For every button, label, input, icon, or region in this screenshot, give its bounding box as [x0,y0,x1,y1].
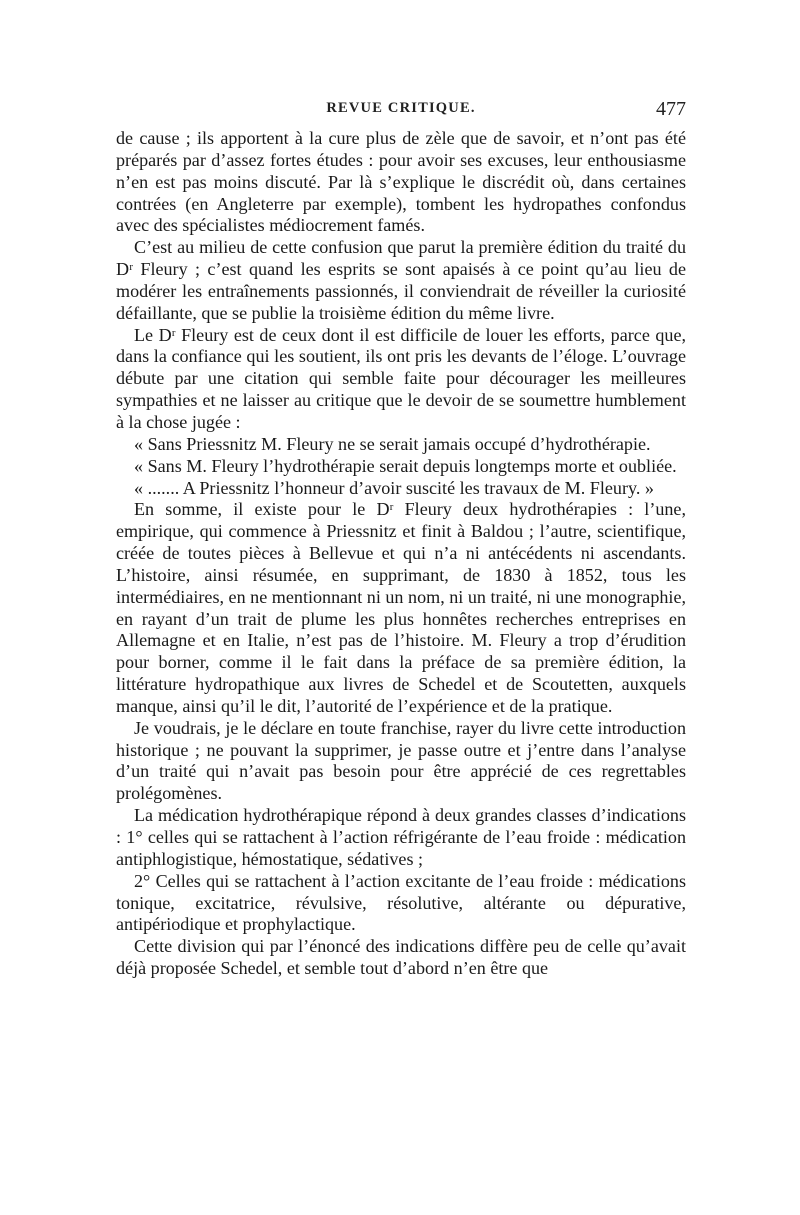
quote-1: « Sans Priessnitz M. Fleury ne se serait jamais occupé d’hydrothérapie. [134,433,651,454]
quote-3: « ....... A Priessnitz l’honneur d’avoir suscité les travaux de M. Fleury. » [134,477,654,498]
running-head [116,98,686,122]
paragraph-4: En somme, il existe pour le Dʳ Fleury deux hydrothérapies : l’une, empirique, qui commence à Priessnitz et finit à Baldou ; l’autre, scientifique, créée de toutes pièces à Bellevue et qui n’a ni antécédents ni ascendants. L’histoire, ainsi résumée, en supprimant, de 1830 à 1852, tous les intermédiaires, en ne mentionnant ni un nom, ni un traité, ni une monographie, en rayant d’un trait de plume les plus honnêtes recherches entreprises en Allemagne et en Italie, n’est pas de l’histoire. M. Fleury a trop d’érudition pour borner, comme il le fait dans la préface de sa première édition, la littérature hydropathique aux livres de Schedel et de Scoutetten, auxquels manque, ainsi qu’il le dit, l’autorité de l’expérience et de la pratique. [116,499,686,716]
paragraph-6: La médication hydrothérapique répond à deux grandes classes d’indications : 1° celles qui se rattachent à l’action réfrigérante de l’eau froide : médication antiphlogistique, hémostatique, sédatives ; [116,805,686,869]
body-text [116,128,686,980]
paragraph-8: Cette division qui par l’énoncé des indications diffère peu de celle qu’avait déjà proposée Schedel, et semble tout d’abord n’en être que [116,936,686,979]
paragraph-5: Je voudrais, je le déclare en toute franchise, rayer du livre cette introduction historique ; ne pouvant la supprimer, je passe outre et j’entre dans l’analyse d’un traité qui n’avait pas besoin pour être apprécié de ces regrettables prolégomènes. [116,717,686,804]
page-number: 477 [656,98,686,120]
paragraph-1: de cause ; ils apportent à la cure plus de zèle que de savoir, et n’ont pas été préparés par d’assez fortes études : pour avoir ses excuses, leur enthousiasme n’en est pas moins discuté. Par là s’explique le discrédit où, dans certaines contrées (en Angleterre par exemple), tombent les hydropathes confondus avec des spécialistes médiocrement famés. [116,128,686,236]
running-title: REVUE CRITIQUE. [326,100,476,116]
paragraph-3: Le Dʳ Fleury est de ceux dont il est difficile de louer les efforts, parce que, dans la confiance qui les soutient, ils ont pris les devants de l’éloge. L’ouvrage débute par une citation qui semble faite pour décourager les meilleures sympathies et ne laisser au critique que le devoir de se soumettre humblement à la chose jugée : [116,324,686,432]
paragraph-7: 2° Celles qui se rattachent à l’action excitante de l’eau froide : médications tonique, excitatrice, révulsive, résolutive, altérante ou dépurative, antipériodique et prophylactique. [116,870,686,935]
paragraph-2: C’est au milieu de cette confusion que parut la première édition du traité du Dʳ Fleury ; c’est quand les esprits se sont apaisés à ce point qu’au lieu de modérer les entraînements passionnés, il conviendrait de réveiller la curiosité défaillante, que se publie la troisième édition du même livre. [116,237,686,323]
quote-2: « Sans M. Fleury l’hydrothérapie serait depuis longtemps morte et oubliée. [134,455,677,476]
